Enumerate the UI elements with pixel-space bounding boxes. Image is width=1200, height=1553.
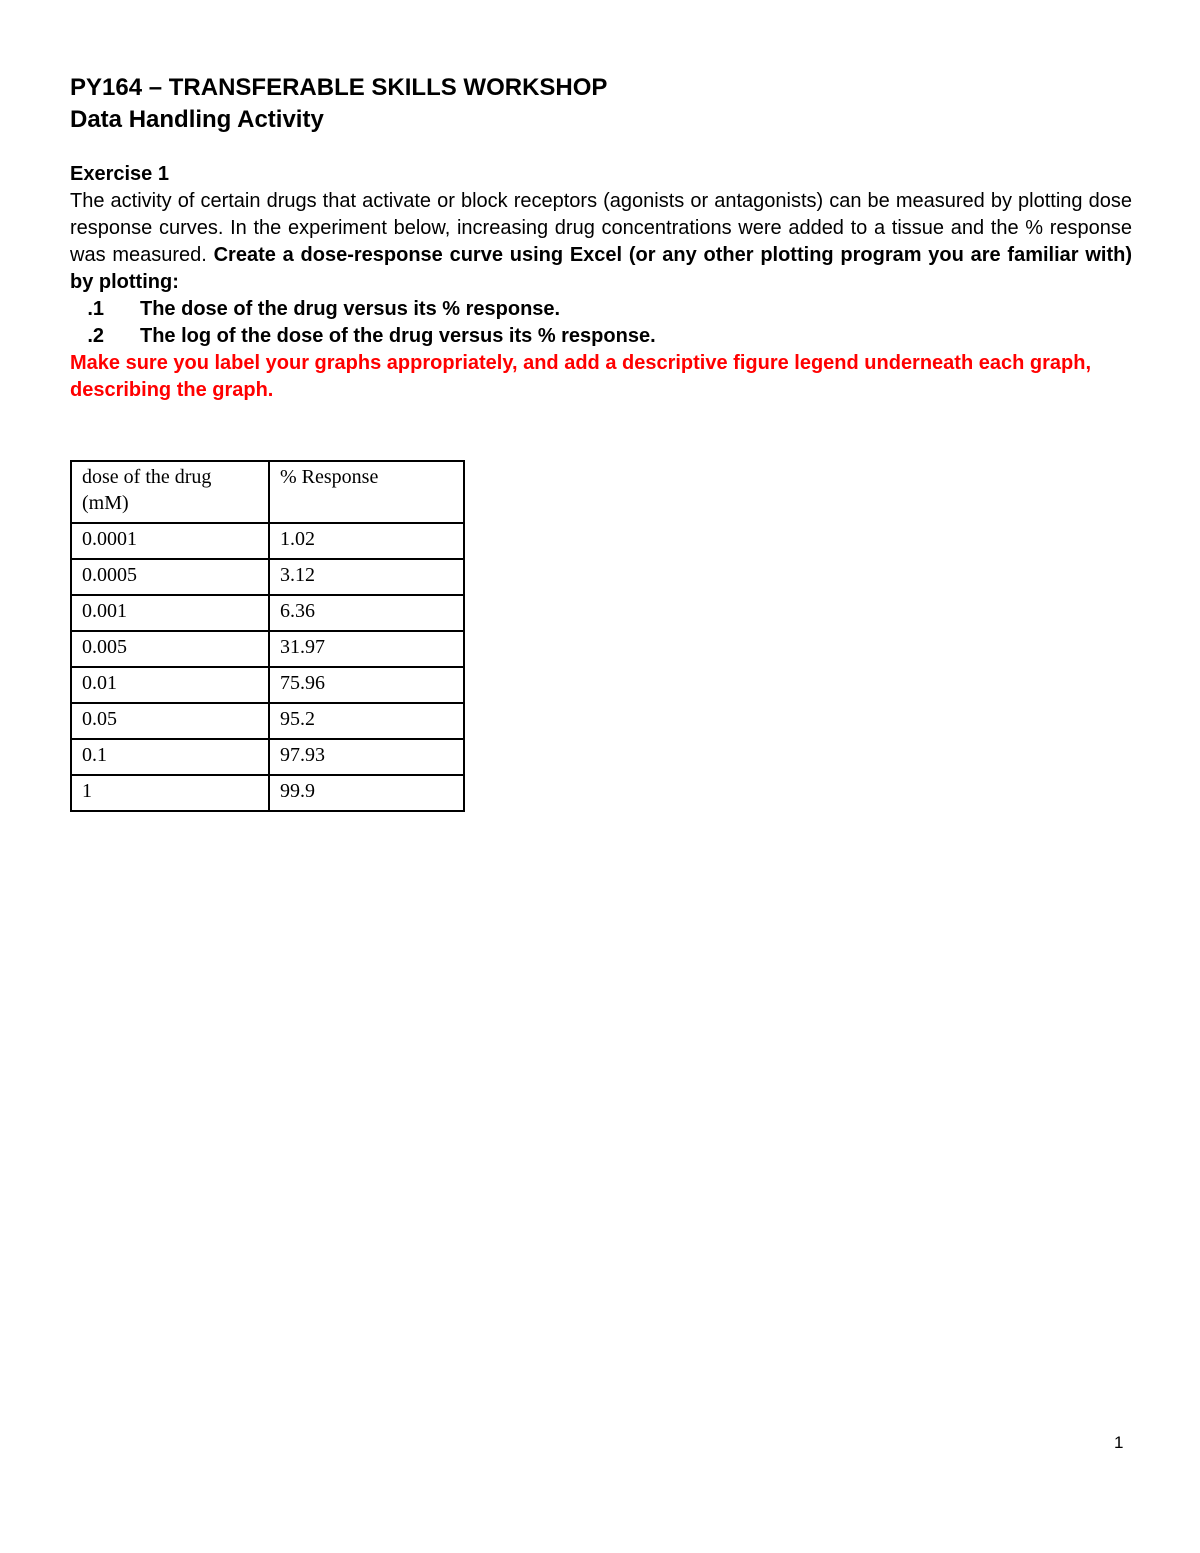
response-cell: 75.96 [269,667,464,703]
task-list [70,296,1132,350]
document-title: PY164 – TRANSFERABLE SKILLS WORKSHOP [70,74,608,101]
response-cell: 97.93 [269,739,464,775]
table-header-row [71,461,464,523]
response-cell: 3.12 [269,559,464,595]
exercise-heading: Exercise 1 [70,163,169,185]
document-subtitle: Data Handling Activity [70,106,324,133]
table-row [71,703,464,739]
dose-cell: 0.01 [71,667,269,703]
table-row [71,667,464,703]
dose-cell: 0.0005 [71,559,269,595]
task-text: The log of the dose of the drug versus its % response. [140,325,656,347]
graph-label-warning: Make sure you label your graphs appropriately, and add a descriptive figure legend underneath each graph, describing the graph. [70,352,1091,401]
response-cell: 6.36 [269,595,464,631]
response-cell: 1.02 [269,523,464,559]
header-response: % Response [269,461,464,523]
table-row [71,775,464,811]
table-row [71,631,464,667]
task-text: The dose of the drug versus its % response. [140,298,561,320]
document-body [70,72,1132,404]
task-item: 2. The log of the dose of the drug versus its % response. [87,325,656,347]
header-dose: dose of the drug (mM) [71,461,269,523]
dose-cell: 0.005 [71,631,269,667]
response-cell: 31.97 [269,631,464,667]
table-row [71,739,464,775]
dose-cell: 0.0001 [71,523,269,559]
dose-cell: 0.001 [71,595,269,631]
table-row [71,523,464,559]
instructions-text: The activity of certain drugs that activate or block receptors (agonists or antagonists) can be measured by plotting dose response curves. In the experiment below, increasing drug concentrations were added to a tissue and the % response was measured. [70,190,1132,266]
task-item: 1. The dose of the drug versus its % response. [87,298,561,320]
table-row [71,595,464,631]
dose-response-table [70,460,465,812]
exercise-instructions [70,188,1132,296]
dose-cell: 0.05 [71,703,269,739]
response-cell: 95.2 [269,703,464,739]
page-number: 1 [1114,1433,1124,1452]
response-cell: 99.9 [269,775,464,811]
dose-cell: 0.1 [71,739,269,775]
table-row [71,559,464,595]
dose-cell: 1 [71,775,269,811]
table-body [71,461,464,811]
instructions-bold-text: Create a dose-response curve using Excel (or any other plotting program you are familiar with) by plotting: [70,244,1132,293]
